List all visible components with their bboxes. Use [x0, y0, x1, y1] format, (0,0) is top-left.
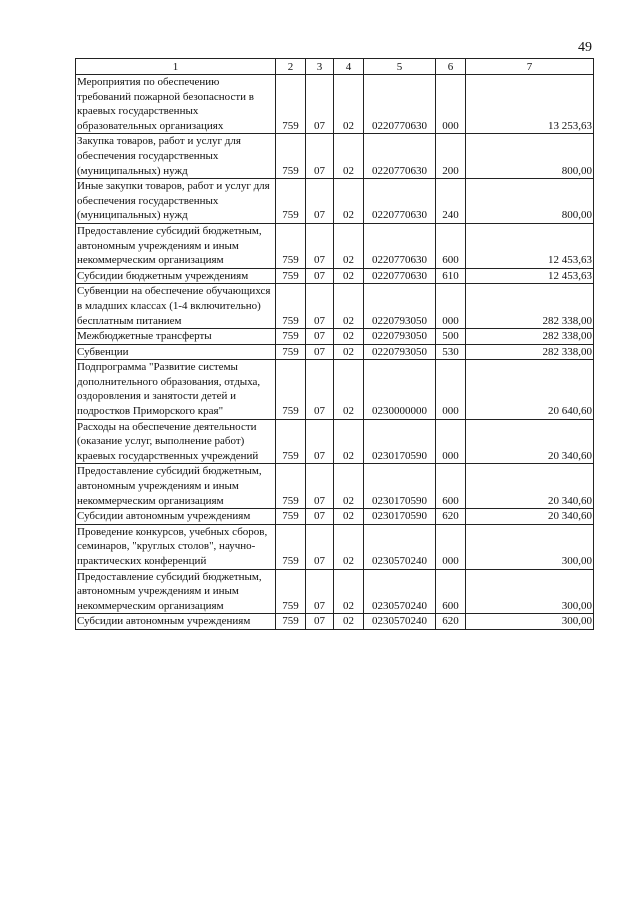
amount-cell: 282 338,00 [466, 284, 594, 329]
target-article-code-cell: 0230170590 [364, 419, 436, 464]
section-code-cell: 07 [306, 614, 334, 630]
subsection-code-cell: 02 [334, 284, 364, 329]
table-row [76, 569, 594, 614]
table-row [76, 614, 594, 630]
main-admin-code-cell: 759 [276, 614, 306, 630]
expense-type-code-cell: 530 [436, 344, 466, 360]
main-admin-code-cell: 759 [276, 360, 306, 419]
section-code-cell: 07 [306, 179, 334, 224]
section-code-cell: 07 [306, 75, 334, 134]
expense-type-code-cell: 600 [436, 569, 466, 614]
table-row [76, 75, 594, 134]
target-article-code-cell: 0220793050 [364, 344, 436, 360]
target-article-code-cell: 0220770630 [364, 75, 436, 134]
section-code-cell: 07 [306, 223, 334, 268]
column-header: 1 [76, 59, 276, 75]
section-code-cell: 07 [306, 284, 334, 329]
target-article-code-cell: 0230570240 [364, 524, 436, 569]
row-name-cell: Закупка товаров, работ и услуг для обеспечения государственных (муниципальных) нужд [76, 134, 276, 179]
target-article-code-cell: 0220793050 [364, 284, 436, 329]
main-admin-code-cell: 759 [276, 569, 306, 614]
expense-type-code-cell: 000 [436, 524, 466, 569]
row-name-cell: Подпрограмма "Развитие системы дополнительного образования, отдыха, оздоровления и занятости детей и подростков Приморского края" [76, 360, 276, 419]
subsection-code-cell: 02 [334, 614, 364, 630]
table-body [76, 75, 594, 630]
expense-type-code-cell: 620 [436, 614, 466, 630]
section-code-cell: 07 [306, 509, 334, 525]
main-admin-code-cell: 759 [276, 268, 306, 284]
table-row [76, 134, 594, 179]
amount-cell: 20 340,60 [466, 419, 594, 464]
target-article-code-cell: 0230570240 [364, 569, 436, 614]
expense-type-code-cell: 000 [436, 284, 466, 329]
main-admin-code-cell: 759 [276, 509, 306, 525]
amount-cell: 12 453,63 [466, 268, 594, 284]
amount-cell: 300,00 [466, 614, 594, 630]
section-code-cell: 07 [306, 134, 334, 179]
amount-cell: 282 338,00 [466, 329, 594, 345]
expense-type-code-cell: 620 [436, 509, 466, 525]
expense-type-code-cell: 240 [436, 179, 466, 224]
table-row [76, 509, 594, 525]
section-code-cell: 07 [306, 524, 334, 569]
amount-cell: 20 340,60 [466, 509, 594, 525]
amount-cell: 300,00 [466, 524, 594, 569]
table-row [76, 360, 594, 419]
target-article-code-cell: 0220770630 [364, 223, 436, 268]
main-admin-code-cell: 759 [276, 329, 306, 345]
main-admin-code-cell: 759 [276, 464, 306, 509]
section-code-cell: 07 [306, 464, 334, 509]
main-admin-code-cell: 759 [276, 524, 306, 569]
subsection-code-cell: 02 [334, 268, 364, 284]
row-name-cell: Межбюджетные трансферты [76, 329, 276, 345]
section-code-cell: 07 [306, 344, 334, 360]
amount-cell: 800,00 [466, 134, 594, 179]
subsection-code-cell: 02 [334, 134, 364, 179]
main-admin-code-cell: 759 [276, 179, 306, 224]
row-name-cell: Субвенции на обеспечение обучающихся в младших классах (1-4 включительно) бесплатным питанием [76, 284, 276, 329]
subsection-code-cell: 02 [334, 569, 364, 614]
row-name-cell: Предоставление субсидий бюджетным, автономным учреждениям и иным некоммерческим организациям [76, 569, 276, 614]
table-header-row [76, 59, 594, 75]
table-row [76, 329, 594, 345]
expense-type-code-cell: 000 [436, 419, 466, 464]
row-name-cell: Мероприятия по обеспечению требований пожарной безопасности в краевых государственных образовательных организациях [76, 75, 276, 134]
subsection-code-cell: 02 [334, 419, 364, 464]
main-admin-code-cell: 759 [276, 134, 306, 179]
expense-type-code-cell: 600 [436, 464, 466, 509]
row-name-cell: Субвенции [76, 344, 276, 360]
expense-type-code-cell: 600 [436, 223, 466, 268]
main-admin-code-cell: 759 [276, 223, 306, 268]
table-row [76, 284, 594, 329]
expense-type-code-cell: 610 [436, 268, 466, 284]
target-article-code-cell: 0220793050 [364, 329, 436, 345]
main-admin-code-cell: 759 [276, 75, 306, 134]
subsection-code-cell: 02 [334, 360, 364, 419]
expense-type-code-cell: 500 [436, 329, 466, 345]
column-header: 4 [334, 59, 364, 75]
main-admin-code-cell: 759 [276, 344, 306, 360]
expense-type-code-cell: 200 [436, 134, 466, 179]
target-article-code-cell: 0220770630 [364, 134, 436, 179]
row-name-cell: Иные закупки товаров, работ и услуг для обеспечения государственных (муниципальных) нужд [76, 179, 276, 224]
subsection-code-cell: 02 [334, 223, 364, 268]
subsection-code-cell: 02 [334, 524, 364, 569]
main-admin-code-cell: 759 [276, 284, 306, 329]
column-header: 6 [436, 59, 466, 75]
section-code-cell: 07 [306, 329, 334, 345]
row-name-cell: Субсидии бюджетным учреждениям [76, 268, 276, 284]
column-header: 3 [306, 59, 334, 75]
amount-cell: 20 340,60 [466, 464, 594, 509]
amount-cell: 20 640,60 [466, 360, 594, 419]
amount-cell: 300,00 [466, 569, 594, 614]
amount-cell: 12 453,63 [466, 223, 594, 268]
section-code-cell: 07 [306, 419, 334, 464]
page-number: 49 [578, 40, 592, 55]
row-name-cell: Предоставление субсидий бюджетным, автономным учреждениям и иным некоммерческим организациям [76, 223, 276, 268]
budget-table [75, 58, 594, 630]
section-code-cell: 07 [306, 569, 334, 614]
target-article-code-cell: 0230000000 [364, 360, 436, 419]
amount-cell: 800,00 [466, 179, 594, 224]
table-row [76, 464, 594, 509]
column-header: 5 [364, 59, 436, 75]
amount-cell: 282 338,00 [466, 344, 594, 360]
table-row [76, 344, 594, 360]
main-admin-code-cell: 759 [276, 419, 306, 464]
column-header: 7 [466, 59, 594, 75]
section-code-cell: 07 [306, 268, 334, 284]
table-row [76, 524, 594, 569]
row-name-cell: Субсидии автономным учреждениям [76, 509, 276, 525]
row-name-cell: Субсидии автономным учреждениям [76, 614, 276, 630]
table-row [76, 268, 594, 284]
target-article-code-cell: 0230170590 [364, 464, 436, 509]
target-article-code-cell: 0230170590 [364, 509, 436, 525]
section-code-cell: 07 [306, 360, 334, 419]
table-row [76, 419, 594, 464]
subsection-code-cell: 02 [334, 509, 364, 525]
row-name-cell: Проведение конкурсов, учебных сборов, семинаров, "круглых столов", научно-практических конференций [76, 524, 276, 569]
expense-type-code-cell: 000 [436, 75, 466, 134]
target-article-code-cell: 0220770630 [364, 179, 436, 224]
subsection-code-cell: 02 [334, 75, 364, 134]
subsection-code-cell: 02 [334, 344, 364, 360]
subsection-code-cell: 02 [334, 179, 364, 224]
amount-cell: 13 253,63 [466, 75, 594, 134]
subsection-code-cell: 02 [334, 329, 364, 345]
target-article-code-cell: 0230570240 [364, 614, 436, 630]
row-name-cell: Расходы на обеспечение деятельности (оказание услуг, выполнение работ) краевых государственных учреждений [76, 419, 276, 464]
table-row [76, 179, 594, 224]
expense-type-code-cell: 000 [436, 360, 466, 419]
row-name-cell: Предоставление субсидий бюджетным, автономным учреждениям и иным некоммерческим организациям [76, 464, 276, 509]
column-header: 2 [276, 59, 306, 75]
target-article-code-cell: 0220770630 [364, 268, 436, 284]
subsection-code-cell: 02 [334, 464, 364, 509]
table-row [76, 223, 594, 268]
